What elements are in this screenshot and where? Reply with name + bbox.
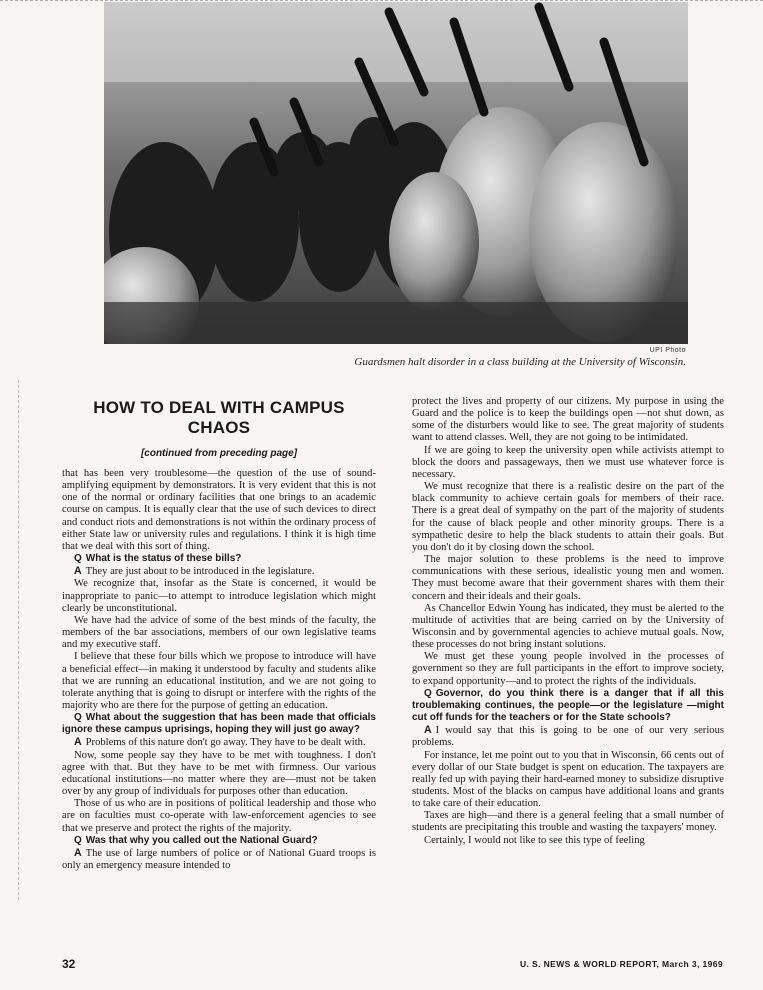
interview-question [62,835,376,847]
guardsmen-photo [104,2,688,344]
continued-note: [continued from preceding page] [140,448,298,459]
question-text: Governor, do you think there is a danger that if all this troublemaking continues, the people—or the legislature —might cut off funds for the teachers or for the State schools? [412,687,724,724]
question-text: Was that why you called out the National Guard? [85,834,318,846]
article-paragraph [412,554,724,603]
article-paragraph [412,396,724,445]
answer-label: A [74,846,82,859]
answer-text: They are just about to be introduced in the legislature. [85,566,315,578]
paragraph-text: Certainly, I would not like to see this type of feeling [424,834,645,846]
article-paragraph [62,615,376,651]
paragraph-text: Taxes are high—and there is a general feeling that a small number of students are precipitating this trouble and wasting the taxpayers' money. [412,810,724,834]
binding-edge-marks [18,380,20,900]
article-paragraph [412,810,724,834]
article-paragraph [412,835,724,847]
paragraph-text: that has been very troublesome—the question of the use of sound-amplifying equipment by demonstrators. It is very evident that this is not one of the normal or ordinary facilities that one brings to an academic course on campus. It is equally clear that the use of such devices to direct and conduct riots and demonstrations is not within the ordinary process of either State law or university rules and regulations. I think it is high time that we deal with this sort of thing. [62,468,376,552]
article-paragraph [62,651,376,712]
interview-answer [62,847,376,872]
question-label: Q [74,553,82,565]
article-paragraph [412,481,724,554]
article-paragraph [412,750,724,811]
paragraph-text: protect the lives and property of our citizens. My purpose in using the Guard and the police is to keep the buildings open —not shut down, as some of the disturbers would like to see. The great majority of students want to attend classes. Well, they are not going to be intimidated. [412,396,724,444]
interview-answer [62,565,376,578]
interview-question [62,712,376,736]
question-label: Q [74,712,82,724]
paragraph-text: We must recognize that there is a realistic desire on the part of the black community to achieve certain goals for members of their race. There is a great deal of sympathy on the part of the majority of students for the cause of black people and other minority groups. There is a sympathetic desire to help the black students to attain their goals. But you don't do it by closing down the school. [412,481,724,553]
interview-question [412,688,724,724]
paragraph-text: Now, some people say they have to be met with toughness. I don't agree with that. But they have to be met with firmness. Our various educational institutions—no matter where they are—must not be taken over by any group of individuals for purposes other than education. [62,749,376,798]
article-paragraph [412,651,724,687]
paragraph-text: If we are going to keep the university open while activists attempt to block the doors and passageways, then we must use whatever force is necessary. [412,444,724,480]
interview-answer [62,736,376,749]
paragraph-text: I believe that these four bills which we propose to introduce will have a beneficial effect—in making it understood by faculty and students alike that we are running an educational institution, and we are not going to tolerate anything that is going to disrupt or interfere with the rights of the majority who are there for the purpose of getting an education. [62,651,376,711]
photo-caption: Guardsmen halt disorder in a class building at the University of Wisconsin. [354,356,686,368]
interview-question [62,553,376,565]
article-paragraph [62,750,376,799]
question-label: Q [74,834,82,846]
answer-label: A [74,736,82,749]
interview-answer [412,724,724,749]
article-paragraph [62,578,376,614]
article-paragraph [62,798,376,834]
question-text: What is the status of these bills? [85,553,242,565]
answer-text: I would say that this is going to be one of our very serious problems. [412,725,724,749]
publication-footer: U. S. NEWS & WORLD REPORT, March 3, 1969 [519,959,723,969]
paragraph-text: We recognize that, insofar as the State is concerned, it would be inappropriate to panic—to attempt to introduce legislation which might clearly be unconstitutional. [62,578,376,614]
paragraph-text: We must get these young people involved in the processes of government so they are full participants in the effort to improve society, to expand opportunity—and to protect the rights of the individuals. [412,651,724,687]
right-column-body [412,396,724,847]
photo-illustration [104,2,688,344]
left-column-body [62,468,376,872]
page-number: 32 [62,957,76,971]
question-label: Q [424,687,432,699]
article-paragraph [62,468,376,553]
answer-label: A [424,724,432,737]
photo-credit: UPI Photo [649,347,686,354]
paragraph-text: We have had the advice of some of the best minds of the faculty, the members of the bar associations, members of our own legislative teams and my executive staff. [62,614,376,651]
answer-text: Problems of this nature don't go away. They have to be dealt with. [85,737,366,749]
question-text: What about the suggestion that has been made that officials ignore these campus uprisings, hoping they will just go away? [62,712,376,736]
paragraph-text: Those of us who are in positions of political leadership and those who are on faculties must co-operate with law-enforcement agencies to see that we preserve and protect the rights of the majority. [62,798,376,834]
paragraph-text: The major solution to these problems is the need to improve communications with these serious, idealistic young men and women. They must become aware that their government shares with them their concern and their ideals and their goals. [412,554,724,602]
paragraph-text: For instance, let me point out to you that in Wisconsin, 66 cents out of every dollar of our State budget is spent on education. The taxpayers are really fed up with paying their hard-earned money to subsidize disruptive students. Most of the blacks on campus have additional loans and grants to take care of their education. [412,749,724,810]
answer-label: A [74,565,82,578]
article-left-column [62,396,376,872]
paragraph-text: As Chancellor Edwin Young has indicated, they must be alerted to the multitude of activities that are being carried on by the University of Wisconsin and by governmental agencies to achieve mutual goals. Now, these processes do not bring instant solutions. [412,602,724,651]
article-paragraph [412,603,724,652]
article-headline: HOW TO DEAL WITH CAMPUS CHAOS [93,398,345,437]
answer-text: The use of large numbers of police or of National Guard troops is only an emergency measure intended to [62,847,376,871]
article-paragraph [412,445,724,481]
article-right-column [412,396,724,847]
